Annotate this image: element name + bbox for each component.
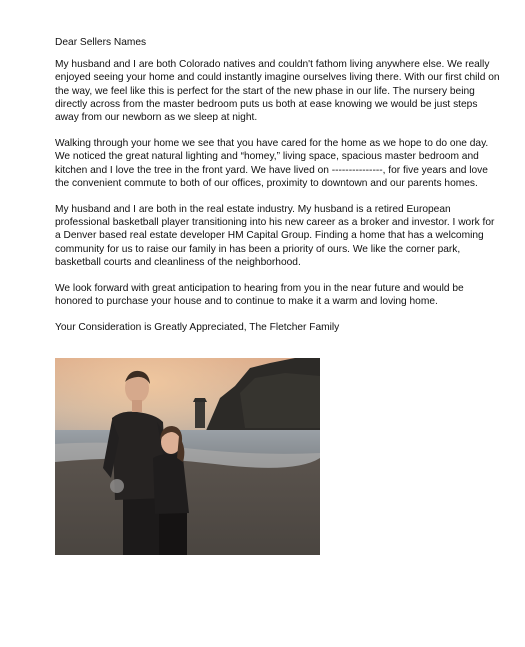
letter-paragraph-2: Walking through your home we see that you have cared for the home as we hope to do one day. We noticed the great natural lighting and “homey,” living space, spacious master bedroom and kitchen and I love the tree in the front yard. We have lived on ---------------, for five years and love the convenient commute to both of our offices, proximity to downtown and our parents homes. bbox=[55, 138, 489, 189]
family-photo bbox=[55, 358, 320, 555]
letter-closing: Your Consideration is Greatly Appreciated, The Fletcher Family bbox=[55, 322, 340, 334]
letter-paragraph-3: My husband and I are both in the real estate industry. My husband is a retired European professional basketball player transitioning into his new career as a broker and investor. I work for a Denver based real estate developer HM Capital Group. Finding a home that has a welcoming community for us to raise our family in has been a priority of ours. We like the corner park, basketball courts and cleanliness of the neighborhood. bbox=[55, 204, 495, 268]
letter-body bbox=[55, 36, 500, 355]
letter-salutation: Dear Sellers Names bbox=[55, 37, 147, 48]
letter-paragraph-1: My husband and I are both Colorado natives and couldn't fathom living anywhere else. We really enjoyed seeing your home and could instantly imagine ourselves living there. With our first child on the way, we feel like this is perfect for the start of the new phase in our life. The nursery being directly across from the master bedroom puts us both at ease knowing we would be just steps away from our newborn as we sleep at night. bbox=[55, 59, 500, 124]
letter-paragraph-4: We look forward with great anticipation to hearing from you in the near future and would be honored to purchase your house and to continue to make it a warm and loving home. bbox=[55, 283, 464, 308]
